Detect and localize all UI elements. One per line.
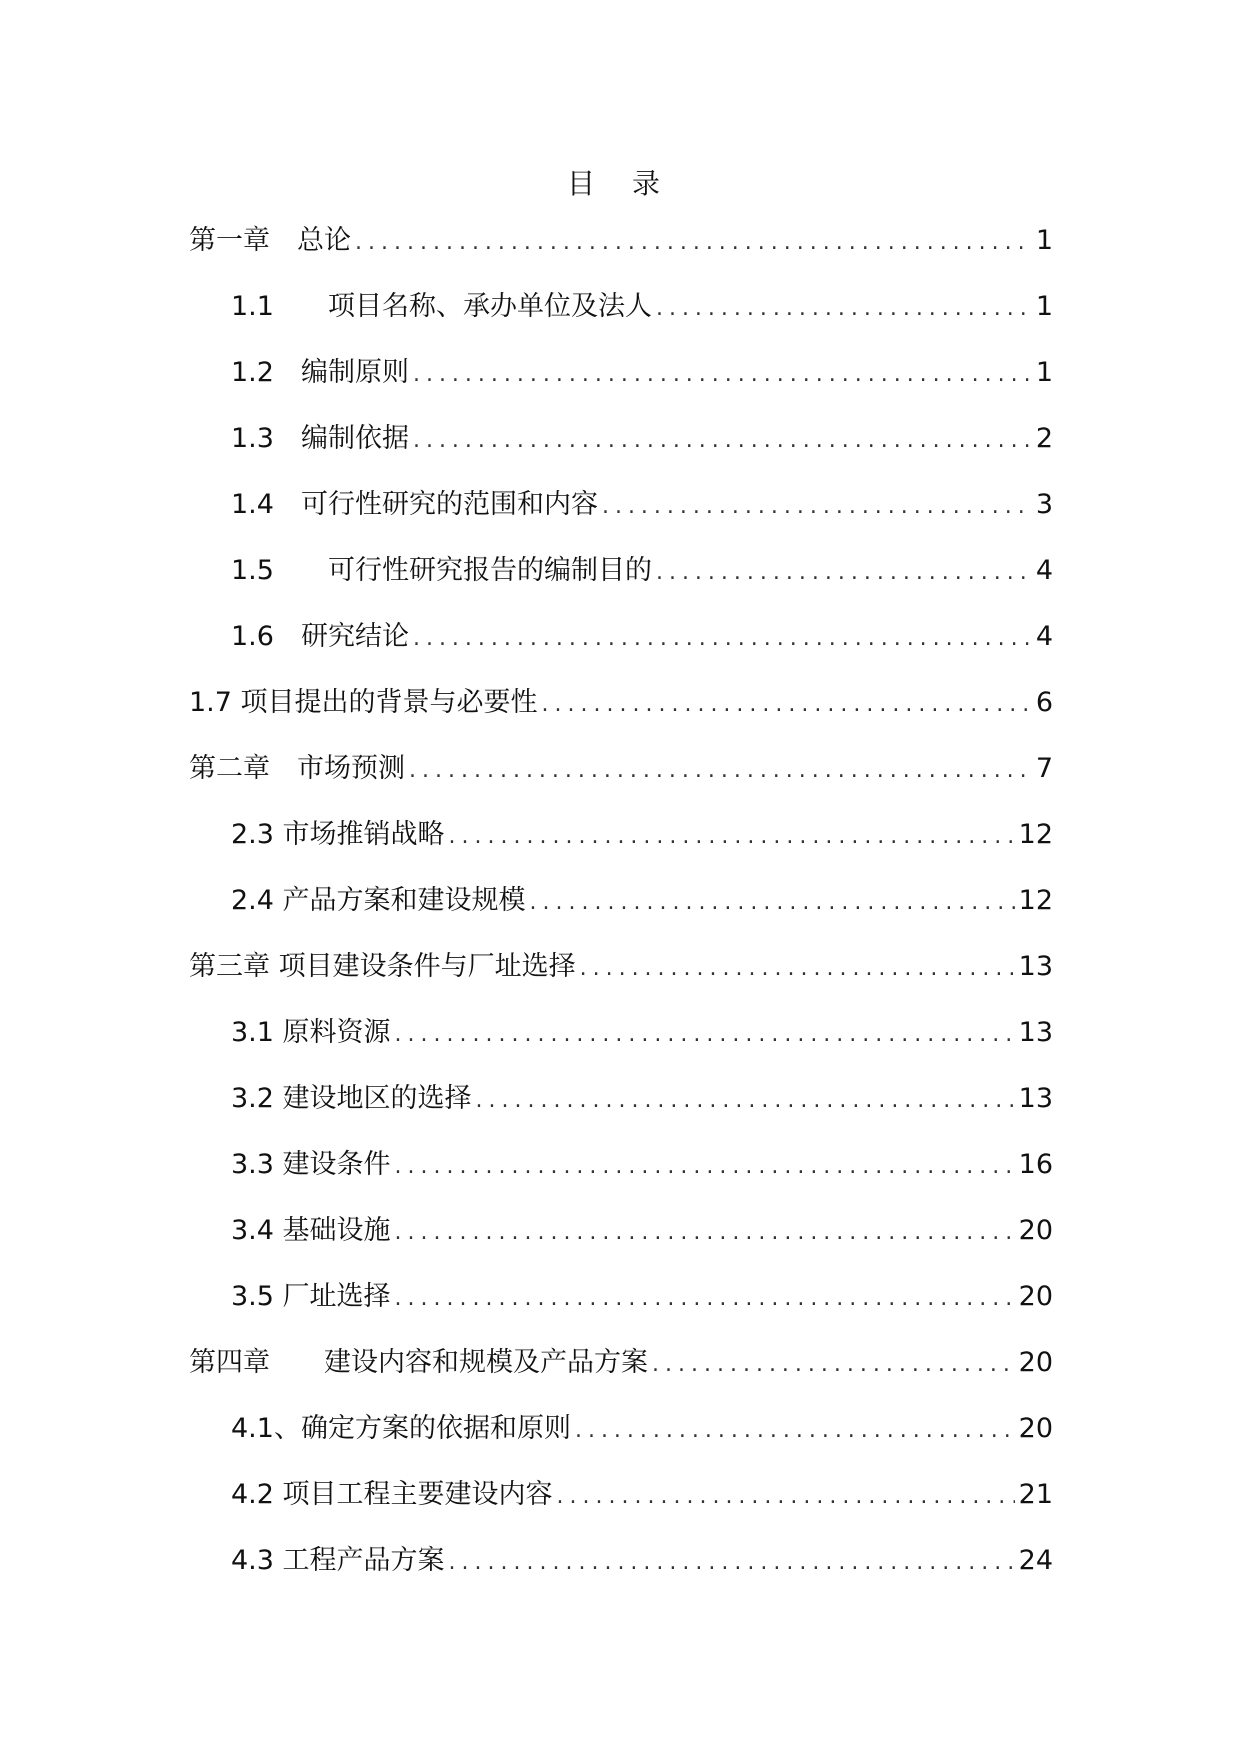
toc-entry-title: 1.4 可行性研究的范围和内容 [231,489,598,520]
toc-entry-page-number: 13 [1018,1083,1053,1114]
toc-entry[interactable] [189,749,1053,815]
toc-entry[interactable] [189,617,1053,683]
toc-entry-page-number: 16 [1018,1149,1053,1180]
toc-entry[interactable] [189,1343,1053,1409]
dot-leader [355,223,1032,263]
toc-entry-page-number: 21 [1018,1479,1053,1510]
toc-entry-title: 1.3 编制依据 [231,423,409,454]
toc-entry[interactable] [189,1409,1053,1475]
toc-entry[interactable] [189,485,1053,551]
dot-leader [413,619,1032,659]
dot-leader [476,1081,1015,1121]
dot-leader [395,1279,1015,1319]
toc-entry-title: 4.3 工程产品方案 [231,1545,445,1576]
toc-entry-title: 3.1 原料资源 [231,1017,391,1048]
toc-entry-page-number: 20 [1018,1347,1053,1378]
dot-leader [530,883,1015,923]
toc-entry[interactable] [189,353,1053,419]
page-title: 目 录 [567,167,674,200]
toc-entry[interactable] [189,1277,1053,1343]
toc-entry[interactable] [189,1211,1053,1277]
dot-leader [395,1147,1015,1187]
toc-entry-title: 1.2 编制原则 [231,357,409,388]
toc-entry-title: 2.3 市场推销战略 [231,819,445,850]
toc-entry-title: 3.2 建设地区的选择 [231,1083,472,1114]
toc-entry-title: 第二章 市场预测 [189,753,405,784]
toc-entry-page-number: 1 [1035,225,1053,256]
toc-entry-page-number: 3 [1035,489,1053,520]
table-of-contents [189,221,1053,1607]
toc-entry[interactable] [189,1013,1053,1079]
toc-entry-title: 第一章 总论 [189,225,351,256]
toc-entry-title: 第三章 项目建设条件与厂址选择 [189,951,576,982]
toc-entry-title: 4.2 项目工程主要建设内容 [231,1479,553,1510]
dot-leader [652,1345,1015,1385]
toc-entry-page-number: 2 [1035,423,1053,454]
toc-entry-page-number: 6 [1035,687,1053,718]
toc-entry[interactable] [189,1079,1053,1145]
dot-leader [580,949,1015,989]
toc-entry-page-number: 20 [1018,1413,1053,1444]
dot-leader [449,817,1015,857]
toc-entry-title: 第四章 建设内容和规模及产品方案 [189,1347,648,1378]
dot-leader [575,1411,1015,1451]
dot-leader [413,421,1032,461]
toc-entry-page-number: 20 [1018,1215,1053,1246]
dot-leader [449,1543,1015,1583]
toc-entry-title: 3.4 基础设施 [231,1215,391,1246]
toc-entry-title: 1.7 项目提出的背景与必要性 [189,687,538,718]
toc-entry[interactable] [189,287,1053,353]
toc-entry[interactable] [189,1475,1053,1541]
toc-entry[interactable] [189,881,1053,947]
dot-leader [557,1477,1015,1517]
toc-entry-page-number: 24 [1018,1545,1053,1576]
toc-entry-page-number: 13 [1018,1017,1053,1048]
toc-entry[interactable] [189,683,1053,749]
toc-entry-page-number: 4 [1035,555,1053,586]
toc-entry-page-number: 20 [1018,1281,1053,1312]
toc-entry-title: 4.1、确定方案的依据和原则 [231,1413,571,1444]
dot-leader [409,751,1032,791]
toc-entry-title: 2.4 产品方案和建设规模 [231,885,526,916]
toc-entry-page-number: 12 [1018,885,1053,916]
toc-entry-page-number: 1 [1035,291,1053,322]
toc-entry[interactable] [189,221,1053,287]
toc-entry-page-number: 13 [1018,951,1053,982]
dot-leader [413,355,1032,395]
toc-entry[interactable] [189,1145,1053,1211]
toc-entry[interactable] [189,947,1053,1013]
toc-entry-title: 3.5 厂址选择 [231,1281,391,1312]
dot-leader [542,685,1032,725]
toc-entry-page-number: 7 [1035,753,1053,784]
dot-leader [656,553,1032,593]
toc-entry[interactable] [189,1541,1053,1607]
toc-entry-title: 1.6 研究结论 [231,621,409,652]
toc-entry-title: 3.3 建设条件 [231,1149,391,1180]
toc-entry[interactable] [189,551,1053,617]
toc-entry[interactable] [189,419,1053,485]
toc-entry-title: 1.5 可行性研究报告的编制目的 [231,555,652,586]
toc-entry-page-number: 4 [1035,621,1053,652]
toc-entry-title: 1.1 项目名称、承办单位及法人 [231,291,652,322]
dot-leader [602,487,1032,527]
dot-leader [395,1015,1015,1055]
toc-entry-page-number: 1 [1035,357,1053,388]
dot-leader [656,289,1032,329]
toc-entry[interactable] [189,815,1053,881]
dot-leader [395,1213,1015,1253]
toc-entry-page-number: 12 [1018,819,1053,850]
